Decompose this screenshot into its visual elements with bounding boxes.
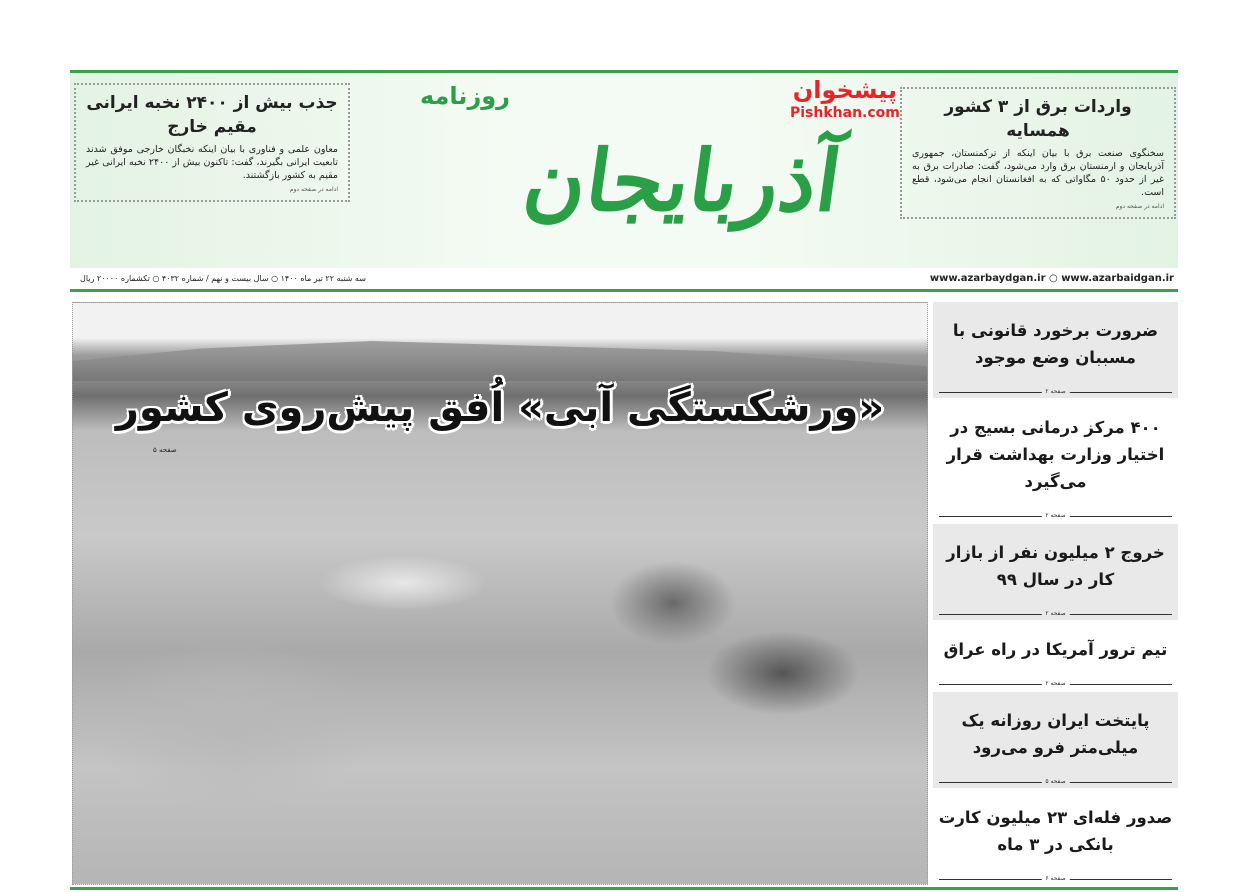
pishkhan-watermark (790, 75, 900, 121)
sidebar-item[interactable] (933, 692, 1178, 788)
item-title: صدور فله‌ای ۲۳ میلیون کارت بانکی در ۳ ماه (938, 808, 1173, 855)
item-title: تیم ترور آمریکا در راه عراق (943, 640, 1168, 660)
teaser-electricity-imports[interactable] (900, 87, 1176, 219)
divider (939, 680, 1172, 687)
teaser-elites[interactable] (74, 83, 350, 202)
main-story-photo[interactable] (72, 302, 928, 885)
logo-text: آذربایجان (517, 131, 848, 230)
main-headline[interactable]: «ورشکستگی آبی» اُفق پیش‌روی کشور (115, 385, 885, 431)
item-title: ۴۰۰ مرکز درمانی بسیج در اختیار وزارت بهداشت قرار می‌گیرد (946, 418, 1165, 492)
sidebar-item[interactable] (933, 302, 1178, 398)
page-ref: صفحه ۵ (1041, 777, 1069, 787)
sidebar-headlines (933, 302, 1178, 885)
website-links[interactable]: www.azarbaydgan.ir ○ www.azarbaidgan.ir (929, 273, 1174, 284)
masthead-band (70, 70, 1178, 268)
watermark-fa: پیشخوان (792, 76, 898, 104)
sidebar-item[interactable] (933, 790, 1178, 886)
sidebar-item[interactable] (933, 400, 1178, 523)
item-title: ضرورت برخورد قانونی با مسببان وضع موجود (952, 320, 1159, 367)
photo-hills (73, 331, 927, 381)
page-ref: صفحه ۲ (1041, 511, 1069, 521)
issue-date: سه شنبه ۲۲ تیر ماه ۱۴۰۰ ○ سال بیست و نهم / شماره ۴۰۳۲ ○ تکشماره ۲۰۰۰۰ ریال (80, 274, 366, 283)
divider (939, 777, 1172, 785)
page-ref: صفحه ۶ (1041, 874, 1069, 884)
teaser-title: جذب بیش از ۲۴۰۰ نخبه ایرانی مقیم خارج (86, 93, 338, 137)
page-ref: صفحه ۲ (1041, 679, 1069, 689)
bottom-rule (70, 887, 1178, 890)
page-ref: صفحه ۵ (153, 446, 177, 454)
sidebar-item[interactable] (933, 622, 1178, 691)
divider (939, 387, 1172, 395)
teaser-title: واردات برق از ۳ کشور همسایه (944, 97, 1132, 141)
sidebar-item[interactable] (933, 524, 1178, 620)
divider (939, 512, 1172, 519)
item-title: پایتخت ایران روزانه یک میلی‌متر فرو می‌رود (961, 710, 1150, 757)
continued-note: ادامه در صفحه دوم (289, 186, 338, 193)
continued-note: ادامه در صفحه دوم (1115, 203, 1164, 210)
page-ref: صفحه ۲ (1041, 609, 1069, 619)
logo-prefix: روزنامه (420, 82, 510, 110)
teaser-body: معاون علمی و فناوری با بیان اینکه نخبگان خارجی موفق شدند تابعیت ایرانی بگیرند، گفت: تاکنون بیش از ۲۴۰۰ نخبه ایرانی غیر مقیم به کشور بازگشتند. (86, 144, 338, 181)
page-ref: صفحه ۲ (1041, 387, 1069, 397)
divider (939, 875, 1172, 882)
watermark-en: Pishkhan.com (790, 105, 900, 121)
divider (939, 609, 1172, 617)
item-title: خروج ۲ میلیون نفر از بازار کار در سال ۹۹ (946, 542, 1165, 589)
teaser-body: سخنگوی صنعت برق با بیان اینکه از ترکمنستان، جمهوری آذربایجان و ارمنستان برق وارد می‌شود، گفت: صادرات برق به غیر از حدود ۵۰ مگاواتی که به افغانستان انجام می‌شود، قطع است. (912, 148, 1164, 198)
issue-info-bar (70, 268, 1178, 292)
